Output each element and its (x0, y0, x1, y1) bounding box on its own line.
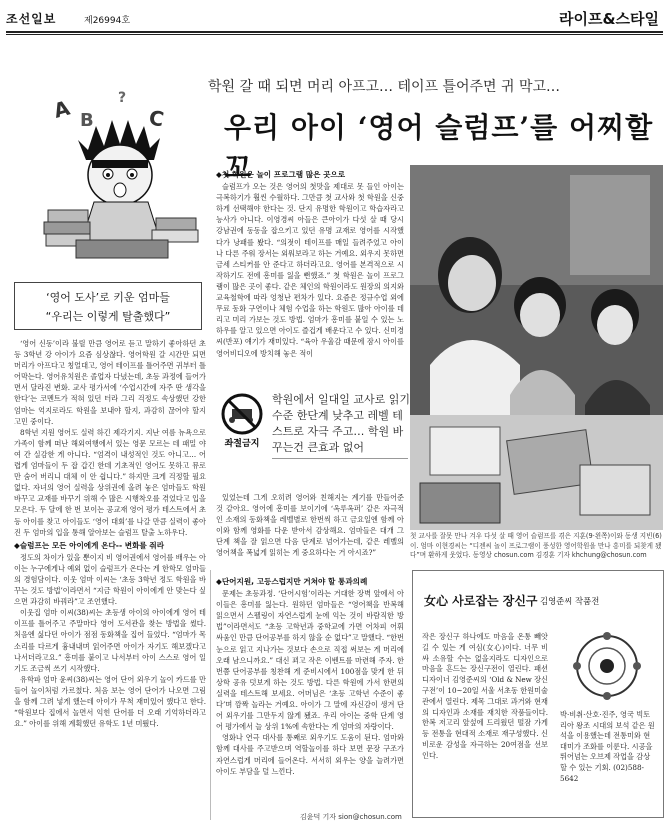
box-author: 김영준씨 작품전 (540, 596, 600, 606)
middle-column-top (216, 167, 404, 359)
header-rule-thin (6, 34, 663, 35)
paragraph: 문제는 초등과정. ‘단어시험’이라는 거대한 장벽 앞에서 아이들은 흥미를 잃는다. 원하던 엄마들은 “영어책을 반복해 읽으면서 스펠링이 자연스럽게 눈에 익는 것이 바람직한 방법”이라면서도 “초등 고학년과 중학교에 가면 어차피 어휘 싸움인 만큼 단어공부를 하지 않을 순 없다”고 말했다. “한번 눈으로 읽고 지나가는 것보다 손으로 직접 써보는 게 머리에 오래 남으니까요.” 대신 꾀고 작은 이벤트를 마련해 주자. 한 번쯤 단어공부를 칭찬해 게 준비시에서 100점을 맞게 한 뒤 상학 공유 덧보게 하는 것도 방법. 다른 학원에 가서 한편의 실력을 테스트해 보세요. 어머님은 ‘초등 고학년 수준이 좋다’며 깜짝 놀라는 거예요. 아이가 그 말에 자신감이 생겨 단어 외우기를 그만두지 않게 됐죠. 우리 아이는 중학 단계 영어 평가에서 늘 상위 1%에 속한다는 게 엄마의 자랑이다. (216, 589, 404, 732)
paragraph: ‘영어 신동’이라 불릴 만큼 영어로 듣고 말하기 좋아하던 초등 3학년 강 아이가 요즘 심상찮다. 영어학원 갈 시간만 되면 머리가 아프다고 칭얼대고, 영어 테이프를 틀어주면 귀부터 틀어막는다. 영어유치원은 졸업자 다녔는데, 초등 과정에 들어가면서 달라진 변화. 교사 평가서에 ‘수업시간에 자주 딴 생각을 한다’는 코멘트가 적혀 있던 터라 그리 걱정도 속상했던 강한 엄마는 억지로라도 학원을 보내야 할지, 과감히 끊어야 할지 고민 중이다. (14, 339, 206, 426)
byline: 김윤덕 기자 sion@chosun.com (300, 813, 402, 821)
subheading: ◆단어지원, 고등스럽지만 거쳐야 할 통과의례 (216, 577, 368, 586)
subheading: ◆슬럼프는 모든 아이에게 온다-- 변화를 줘라 (14, 540, 165, 550)
box-text: 작은 장신구 하나에도 마음을 온통 빼앗길 수 있는 게 여심(女心)이다. 너무 비싸 소유할 수는 없을지라도 디자인으로 마음을 흔드는 장신구전이 열린다. 패션 디자이너 김영준씨의 ‘Old & New 장신구전’이 10~20일 서울 서초동 한원미술관에서 열린다. 제목 그대로 과거와 현재의 디자인과 소재를 재치한 작품들이다. 한복 저고리 앞섶에 드리웠던 떨잠 가게 등 전통을 현대적 소재로 재구성했다. 신비로운 감성을 자극하는 20여점을 선보인다. (422, 632, 548, 760)
callout-rule (272, 458, 408, 459)
svg-text:C: C (147, 105, 166, 132)
paragraph: 정도의 차이가 있을 뿐이지 비 영어권에서 영어를 배우는 아이는 누구에게나 예외 없이 슬럼프가 온다는 게 한학모 엄마들의 경험담이다. 이웃 엄마 이씨는 ‘초등 3학년 정도 학원을 바꾸는 것도 방법’이라면서 “지금 학원이 아이에게 안 맞는다 싶으면 과감히 바꿔라”고 조언했다. (14, 552, 206, 607)
left-column (14, 338, 206, 729)
middle-column-bottom (216, 574, 404, 777)
quote-box (14, 282, 202, 330)
photo-caption (410, 532, 663, 561)
family-reading-photo (410, 165, 663, 530)
article-kicker: 학원 갈 때 되면 머리 아프고… 테이프 틀어주면 귀 막고… (208, 79, 561, 95)
paragraph: 영화나 연극 대사를 통째로 외우기도 도움이 된다. 엄마와 함께 대사를 주고받으며 역할놀이를 하다 보면 문장 구조가 자연스럽게 머리에 들어온다. 서서히 외우는 양을 늘려가면 아이도 부담을 덜 느낀다. (216, 733, 404, 776)
quote-line-2: “우리는 이렇게 탈출했다” (45, 310, 171, 323)
no-frustration-icon (218, 392, 266, 452)
paragraph: 8학년 지원 영어도 실력 하긴 제각기지. 지난 여름 뉴욕으로 가족이 함께 떠난 해외여행에서 있는 영문 모르는 데 패밀 야 여 간 실감한 게 아니다. “엄격이 내성적인 것도 아니고… 어렵게 엄마들이 두 잡 갑긴 한데 기초적인 영어도 못하고 뮤로만 숨어 버리니 대체 이 안 쉽니다.” 하지만 크게 걱정할 필요 없다. 자녀의 영어 실력을 상위권에 올려 놓은 엄마들도 학원 바꾸고 교재를 바꾸기 위해 수 많은 시행착오를 겪었다고 입을 모은다. 두 달에 한 번 보이는 공교재 영어 평가 테스트에서 초등 아이를 찾고 아이들도 ‘영어 대회’를 나갈 만큼 실력이 좋아진 두 엄마의 입을 통해 알아보는 슬럼프 탈출 노하우다. (14, 427, 206, 537)
svg-text:B: B (80, 110, 94, 131)
caption-text: 첫 교사를 잘못 만나 겨우 다섯 살 때 영어 슬럼프를 겪은 지훈(9·왼쪽)이와 동생 지빈(6)이. 엄마 이현경씨는 “디젠씨 놀이 프로그램이 풍성한 영어학원을 만나 흥미를 되찾게 됐다”며 환하게 웃었다. (410, 532, 662, 559)
callout-quote: 학원에서 일대일 교사로 읽기 수준 한단계 낮추고 레벨 테스트로 자극 주고… 학원 바꾸는건 큰효과 없어 (272, 393, 411, 454)
jewelry-pendant-image (558, 622, 656, 710)
photo-credit: 동영상 chosun.com 김경훈 기자 khchung@chosun.com (472, 551, 647, 559)
box-text-2: 박·비취·산호·진주, 영국 빅토리아 왕조 시대의 보석 같은 원석을 이용했는데 전통미와 현대미가 조화를 이룬다. 시공을 뛰어넘는 오브제 작업을 감상할 수 있는 기회. (02)588-5642 (560, 710, 655, 783)
svg-text:?: ? (118, 90, 127, 106)
stressed-child-illustration (36, 90, 206, 265)
paragraph: 있었는데 그게 오히려 영어와 친해지는 계기를 만들어준 것 같아요. 영어에 흥미를 보이기에 ‘옥루옥퍼’ 같은 자극적인 소재의 동화책을 레벨별로 한번씩 하고 금요일엔 함께 아이와 함께 영화를 다운 받아서 감상해요. 엄마들은 대개 그 단계 책을 잘 읽으면 다음 단계로 넘어가는데, 같은 레벨의 영어책을 폭넓게 읽히는 게 중요하다는 거 아시죠?” (216, 493, 404, 558)
box-title: 女心 사로잡는 장신구 (424, 594, 538, 608)
section-title: 라이프&스타일 (558, 10, 659, 28)
paragraph: 유학파 엄마 윤씨(38)씨는 영어 단어 외우기 놀이 카드를 만들어 놀이처럼 가르쳤다. 처음 보는 영어 단어가 나오면 그림을 함께 그려 넣게 했는데 아이가 무척 재미있어 했다고 한다. “학원보다 집에서 놀면서 익힌 단어를 더 오래 기억하더라고요.” 아이를 위해 계획했던 유학도 1년 미뤘다. (14, 674, 206, 729)
paragraph: 슬럼프가 오는 것은 영어의 첫맛을 제대로 못 들인 아이는 극복하기가 훨씬 수월하다. 그만큼 첫 교사와 첫 학원을 신중하게 선택해야 한다는 것. 단지 유명한 학원이고 학습자라고 능사가 아니다. 이영경씨 아들은 큰아이가 다섯 살 때 당시 강남권에 동동을 잡으키고 있던 유명 교재로 영어를 시작했다가 낭패를 봤다. “의젓이 테이프를 매일 들려주었고 아이나 다른 주워 장서는 외워보라고 하는 거예요. 외우지 못하면 금세 스티커를 안 준다고 하더라고요. 영어를 본격적으로 시작하기도 전에 흥미를 잃을 뻔했죠.” 첫 학원은 놀이 프로그램이 많은 곳이 좋다. 같은 체인의 학원이라도 원장의 의지와 교육철학에 따라 엉청난 편차가 있다. 요즘은 정규수업 외에 무료 동화 구연이나 체험 수업을 하는 학원도 많아 아이를 데리고 미리 가보는 것도 방법. 엄마가 흥미를 붙일 수 있는 노하우를 알고 있으면 아이도 즐겁게 배운다고 수 있다. 신미경씨(반포) 얘기가 재미있다. “육아 우울감 때문에 잠시 아이를 영어비디오에 방치해 놓은 적이 (216, 182, 404, 358)
newspaper-name: 조선일보 (6, 12, 57, 26)
column-divider (210, 570, 211, 820)
middle-column-mid (216, 492, 404, 559)
header-rule (6, 31, 663, 33)
paragraph: 이웃집 엄마 이씨(38)씨는 초등생 아이의 아이에게 영어 테이프를 틀어주고 주말마다 영어 도서관을 찾는 방법을 썼다. 처음엔 싫다던 아이가 점점 동화책을 집어 들었다. “엄마가 목소리를 다르게 흉내내며 읽어주면 아이가 자기도 해보겠다고 나서더라고요.” 흥미를 붙이고 나서부터 아이 스스로 영어 일기도 조금씩 쓰기 시작했다. (14, 608, 206, 673)
ban-label: 좌절금지 (224, 439, 260, 449)
svg-text:A: A (51, 95, 73, 123)
subheading: ◆첫 학원은 놀이 프로그램 많은 곳으로 (216, 170, 346, 179)
quote-line-1: ‘영어 도사’로 키운 엄마들 (46, 291, 170, 304)
article-headline: 우리 아이 ‘영어 슬럼프’를 어찌할꼬 (224, 111, 654, 184)
issue-number: 제26994호 (84, 16, 131, 26)
